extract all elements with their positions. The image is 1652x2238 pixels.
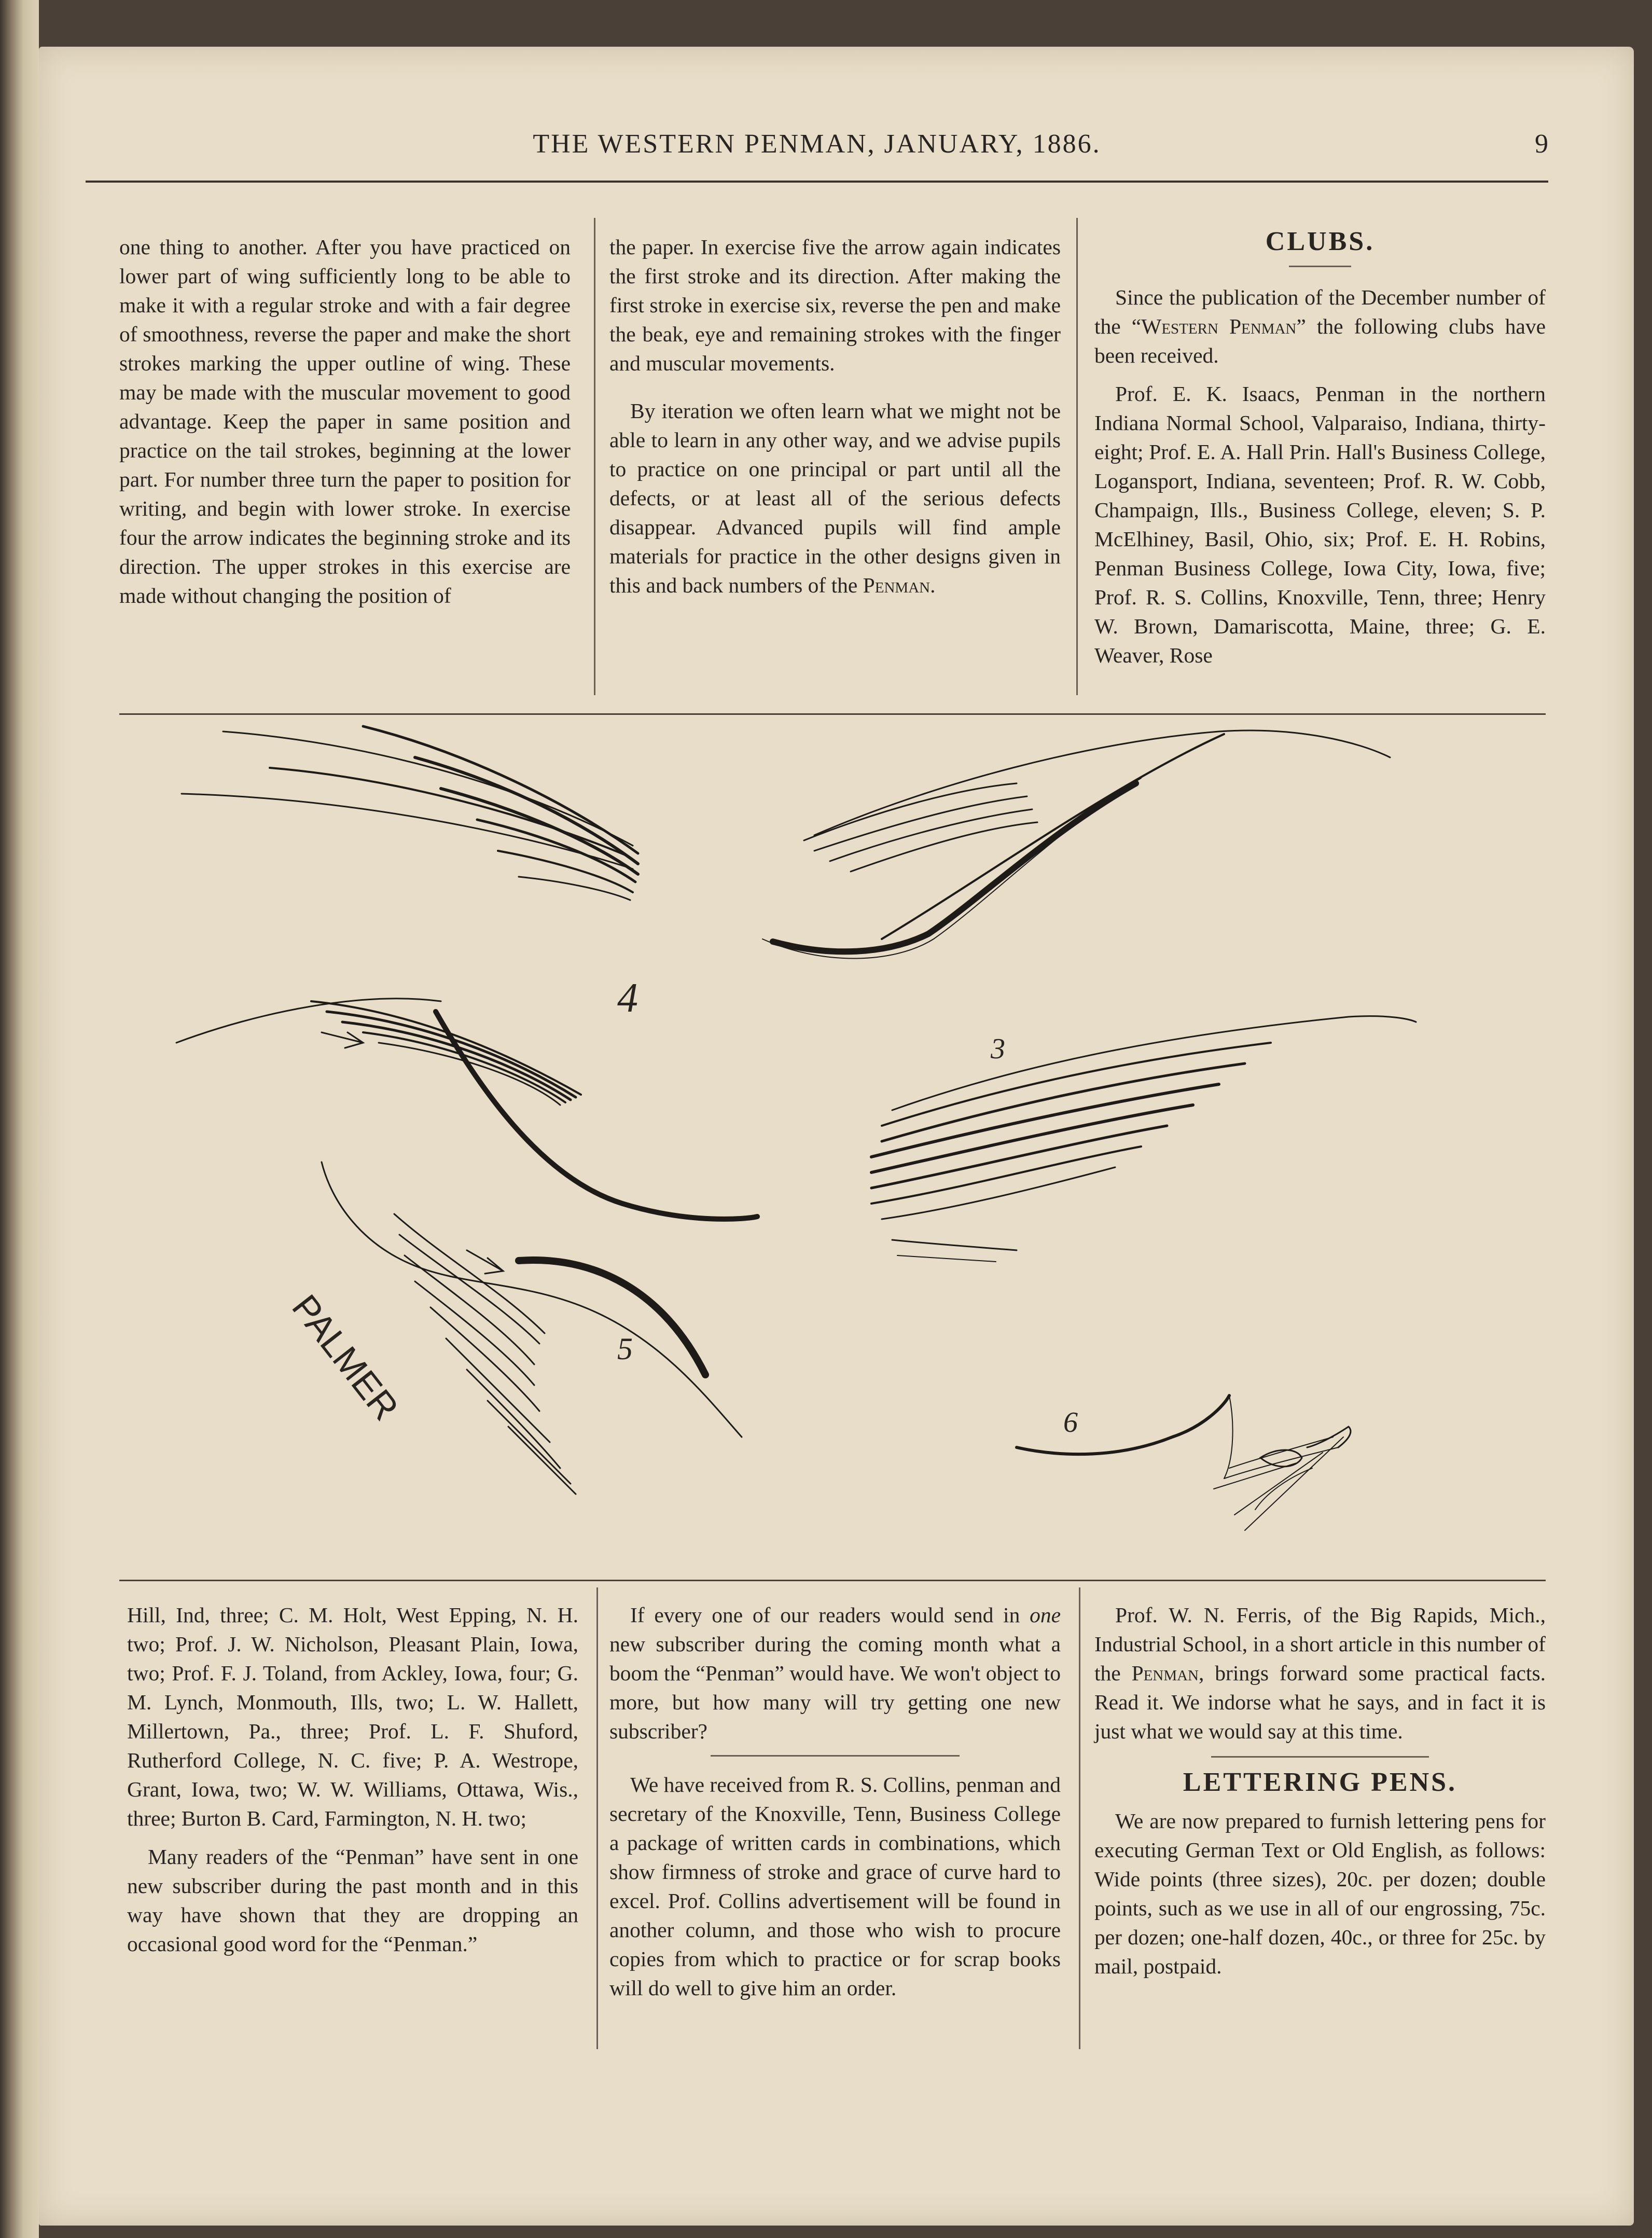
lettering-pens-heading: LETTERING PENS. xyxy=(1183,1767,1457,1797)
paragraph-text: Since the publication of the December number of the “ xyxy=(1094,285,1546,338)
paragraph-text: brings forward some practical facts. Read it. We indorse what he says, and in fact it is just what we would say at this time. xyxy=(1094,1661,1546,1743)
paragraph-text: Prof. W. N. Ferris, of the Big Rapids, Mich., Industrial School, in a short article in this number of the xyxy=(1094,1603,1546,1685)
wing-strokes-top-left xyxy=(182,726,638,900)
bottom-column-3 xyxy=(1094,1600,1546,1990)
paragraph: the paper. In exercise five the arrow again indicates the first stroke and its direction. After making the first stroke in exercise six, reverse the pen and make the beak, eye and remaining strokes with the finger and muscular movements. xyxy=(609,235,1061,375)
paragraph-text: ” the following clubs have been received. xyxy=(1094,314,1546,367)
exercise-4-strokes xyxy=(176,999,757,1219)
paragraph: We are now prepared to furnish lettering pens for executing German Text or Old English, as follows: Wide points (three sizes), 20c. per dozen; double points, such as we use in all of our engrossing, 75c. per dozen; one-half dozen, 40c., or three for 25c. by mail, postpaid. xyxy=(1094,1809,1546,1978)
paragraph xyxy=(609,1600,1061,1746)
top-column-1 xyxy=(119,232,571,619)
binding-shadow xyxy=(0,0,39,2238)
page-number: 9 xyxy=(1535,129,1548,159)
divider-rule xyxy=(1211,1756,1429,1758)
exercise-3-strokes xyxy=(871,1016,1416,1262)
column-rule xyxy=(594,218,595,695)
header-title: THE WESTERN PENMAN, JANUARY, 1886. xyxy=(533,129,1101,159)
paragraph-text: If every one of our readers would send in xyxy=(630,1603,1020,1627)
divider-rule xyxy=(711,1755,960,1757)
heading-rule xyxy=(1289,266,1351,267)
exercise-label-4: 4 xyxy=(617,975,638,1021)
artist-signature: PALMER xyxy=(284,1287,407,1428)
paragraph: We have received from R. S. Collins, penman and secretary of the Knoxville, Tenn, Business College a package of written cards in combinations, which show firmness of stroke and grace of curve hard to excel. Prof. Collins advertisement will be found in another column, and those who wish to procure copies from which to practice or for scrap books will do well to give him an order. xyxy=(609,1773,1061,2000)
penman-name: Penman, xyxy=(1131,1661,1204,1685)
paragraph: Hill, Ind, three; C. M. Holt, West Epping, N. H. two; Prof. J. W. Nicholson, Pleasant Plain, Iowa, two; Prof. F. J. Toland, from Ackley, Iowa, four; G. M. Lynch, Monmouth, Ills, two; L. W. Hallett, Millertown, Pa., three; Prof. L. F. Shuford, Rutherford College, N. C. five; P. A. Westrope, Grant, Iowa, two; W. W. Williams, Ottawa, Wis., three; Burton B. Card, Farmington, N. H. two; xyxy=(127,1603,578,1830)
bottom-column-2 xyxy=(609,1600,1061,2012)
flourish-drawing xyxy=(104,721,1556,1562)
top-column-3 xyxy=(1094,227,1546,679)
flourish-plate xyxy=(104,721,1556,1562)
exercise-5-strokes xyxy=(322,1162,742,1494)
column-rule xyxy=(1076,218,1078,695)
paragraph-text: new subscriber during the coming month what a boom the “Penman” would have. We won't object to more, but how many will try getting one new subscriber? xyxy=(609,1632,1061,1743)
crescent-outline xyxy=(762,778,1141,959)
paragraph xyxy=(1094,1600,1546,1746)
paragraph xyxy=(1094,283,1546,370)
section-rule xyxy=(119,713,1546,715)
column-rule xyxy=(596,1587,598,2049)
crescent-stroke xyxy=(773,783,1136,951)
paragraph-text: By iteration we often learn what we might not be able to learn in any other way, and we advise pupils to practice on one principal or part until all the defects, or at least all of the serious defects disappear. Advanced pupils will find ample materials for practice in the other designs given in this and back numbers of the xyxy=(609,399,1061,597)
clubs-heading: CLUBS. xyxy=(1265,227,1375,256)
exercise-label-5: 5 xyxy=(617,1332,633,1366)
emphasis: one xyxy=(1030,1603,1061,1627)
top-column-2 xyxy=(609,232,1061,609)
bottom-column-1 xyxy=(127,1600,578,1968)
penman-name: Penman. xyxy=(863,573,936,597)
western-penman-name: Western Penman xyxy=(1141,314,1297,338)
section-rule xyxy=(119,1580,1546,1581)
exercise-label-3: 3 xyxy=(991,1033,1005,1065)
paragraph xyxy=(609,396,1061,600)
column-rule xyxy=(1079,1587,1080,2049)
paragraph: Prof. E. K. Isaacs, Penman in the northern Indiana Normal School, Valparaiso, Indiana, thirty-eight; Prof. E. A. Hall Prin. Hall's Business College, Logansport, Indiana, seventeen; Prof. R. W. Cobb, Champaign, Ills., Business College, eleven; S. P. McElhiney, Basil, Ohio, six; Prof. E. H. Robins, Penman Business College, Iowa City, Iowa, five; Prof. R. S. Collins, Knoxville, Tenn, three; Henry W. Brown, Damariscotta, Maine, three; G. E. Weaver, Rose xyxy=(1094,382,1546,667)
running-header xyxy=(86,118,1548,183)
paragraph: one thing to another. After you have practiced on lower part of wing sufficiently long to be able to make it with a regular stroke and with a fair degree of smoothness, reverse the paper and make the short strokes marking the upper outline of wing. These may be made with the muscular movement to good advantage. Keep the paper in same position and practice on the tail strokes, beginning at the lower part. For number three turn the paper to position for writing, and begin with lower stroke. In exercise four the arrow indicates the beginning stroke and its direction. The upper strokes in this exercise are made without changing the position of xyxy=(119,235,571,607)
paragraph: Many readers of the “Penman” have sent in one new subscriber during the past month and in this way have shown that they are dropping an occasional good word for the “Penman.” xyxy=(127,1845,578,1956)
wing-strokes-top-right xyxy=(804,730,1390,939)
exercise-label-6: 6 xyxy=(1063,1406,1078,1439)
